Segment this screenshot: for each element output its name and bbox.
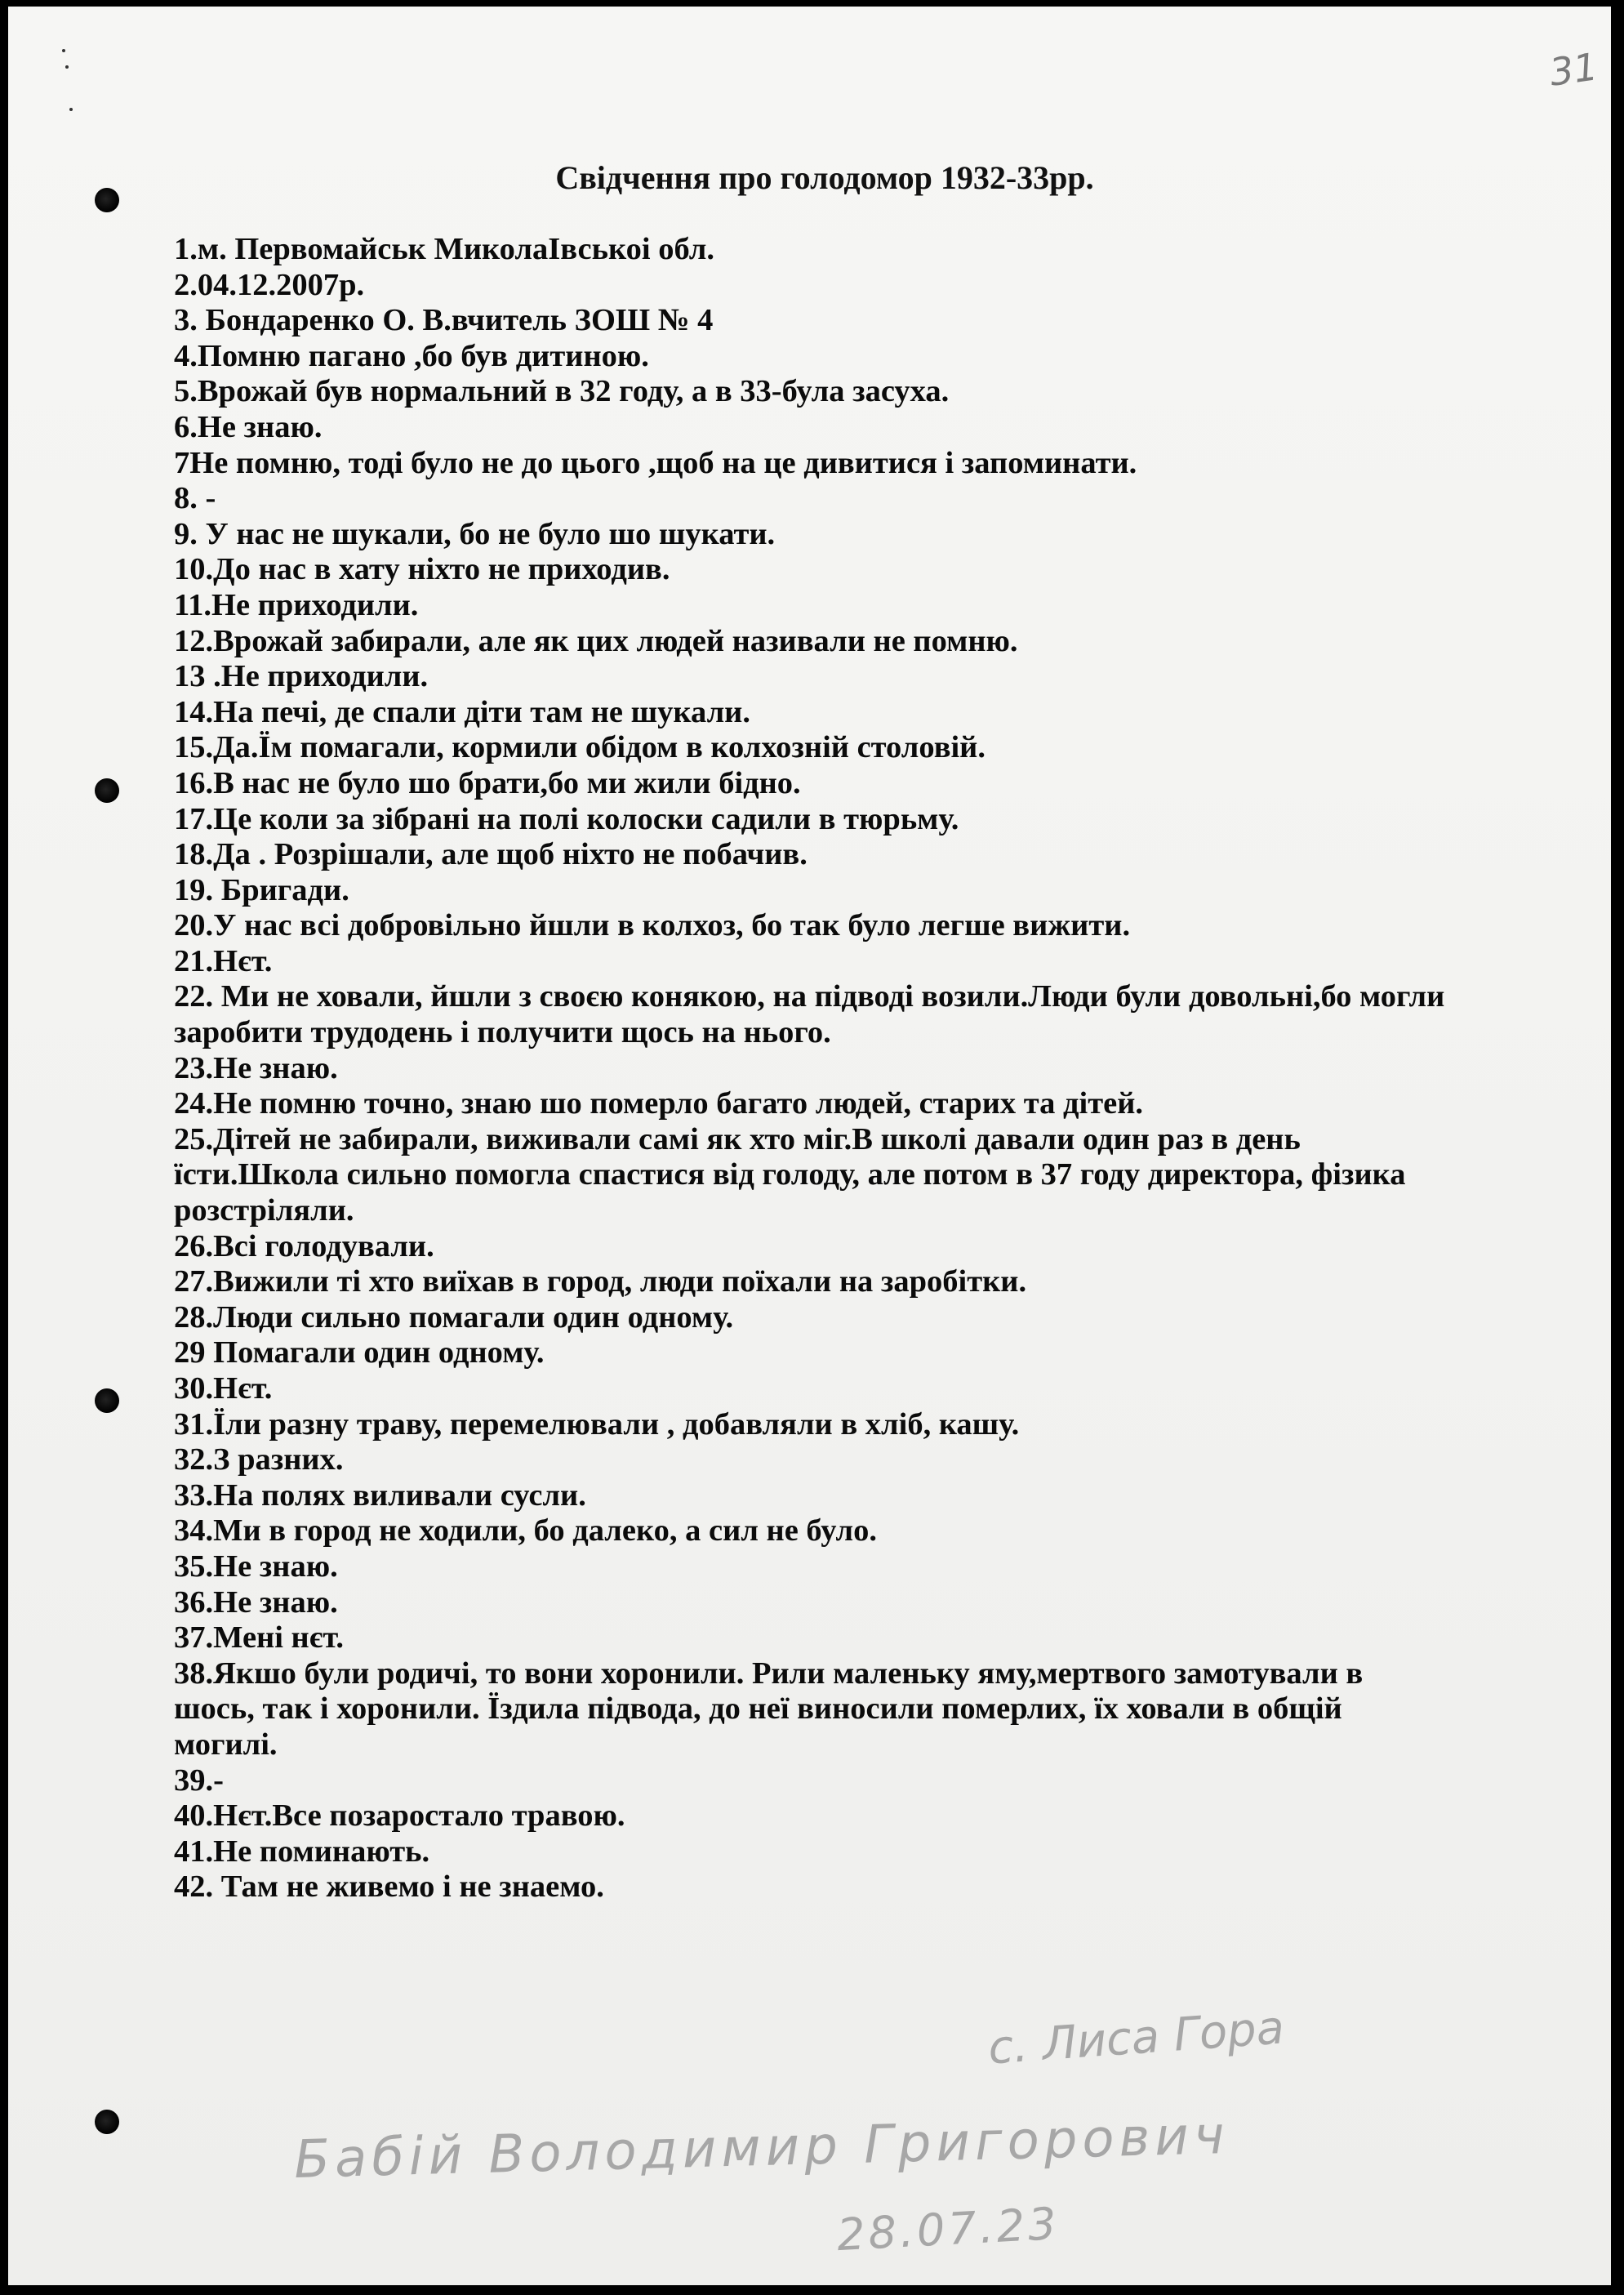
answer-item: 29 Помагали один одному.: [174, 1335, 545, 1370]
answer-item: 28.Люди сильно помагали один одному.: [174, 1299, 734, 1335]
answer-item: 3. Бондаренко О. В.вчитель ЗОШ № 4: [174, 303, 714, 338]
answer-item: 42. Там не живемо і не знаемо.: [174, 1869, 604, 1905]
answer-item: 5.Врожай був нормальний в 32 году, а в 33-була засуха.: [174, 374, 950, 409]
answer-item: 22. Ми не ховали, йшли з своєю конякою, на підводі возили.Люди були довольні,бо могли заробити трудодень і получити щось на нього.: [174, 979, 1445, 1050]
answer-item: 25.Дітей не забирали, виживали самі як хто міг.В школі давали один раз в день їсти.Школа сильно помогла спастися від голоду, але потом в 37 году директора, фізика розстріляли.: [174, 1121, 1406, 1228]
answer-item: 13 .Не приходили.: [174, 659, 429, 694]
paper-speck: [62, 49, 65, 52]
answer-item: 40.Нєт.Все позаростало травою.: [174, 1798, 625, 1834]
answers-list: [174, 232, 1448, 1905]
answer-item: 2.04.12.2007р.: [174, 267, 365, 302]
document-title: Свідчення про голодомор 1932-33рр.: [555, 159, 1094, 196]
answer-item: 30.Нєт.: [174, 1371, 273, 1406]
answer-item: 8. -: [174, 481, 216, 516]
answer-item: 18.Да . Розрішали, але щоб ніхто не побачив.: [174, 837, 808, 872]
answer-item: 1.м. Первомайськ МиколаIвськоi обл.: [174, 232, 714, 266]
answer-item: 7Не помню, тоді було не до цього ,щоб на це дивитися і запоминати.: [174, 445, 1137, 480]
answer-item: 11.Не приходили.: [174, 587, 419, 622]
answer-item: 21.Нєт.: [174, 943, 273, 978]
answer-item: 32.З разних.: [174, 1442, 344, 1477]
answer-item: 33.На полях виливали сусли.: [174, 1477, 586, 1513]
answer-item: 14.На печі, де спали діти там не шукали.: [174, 694, 750, 729]
answer-item: 12.Врожай забирали, але як цих людей називали не помню.: [174, 623, 1018, 658]
document-page: [8, 7, 1611, 2285]
handwritten-signature-name: Бабій Володимир Григорович: [293, 2106, 1230, 2190]
answer-item: 23.Не знаю.: [174, 1050, 338, 1085]
answer-item: 10.До нас в хату ніхто не приходив.: [174, 552, 670, 587]
page-number: 31: [1546, 44, 1601, 95]
answer-item: 20.У нас всі добровільно йшли в колхоз, бо так було легше вижити.: [174, 908, 1131, 943]
handwritten-date: 28.07.23: [835, 2197, 1061, 2262]
answer-item: 36.Не знаю.: [174, 1584, 338, 1620]
answer-item: 9. У нас не шукали, бо не було шо шукати.: [174, 516, 776, 551]
punch-hole: [95, 778, 119, 803]
answer-item: 19. Бригади.: [174, 872, 349, 907]
paper-speck: [65, 65, 69, 69]
answer-item: 15.Да.Їм помагали, кормили обідом в колхозній столовій.: [174, 730, 986, 765]
answer-item: 31.Їли разну траву, перемелювали , добавляли в хліб, кашу.: [174, 1406, 1020, 1442]
answer-item: 35.Не знаю.: [174, 1549, 338, 1584]
answer-item: 26.Всі голодували.: [174, 1228, 434, 1263]
answer-item: 41.Не поминають.: [174, 1834, 430, 1869]
answer-item: 6.Не знаю.: [174, 409, 323, 444]
answer-item: 34.Ми в город не ходили, бо далеко, а сил не було.: [174, 1513, 877, 1549]
answer-item: 38.Якшо були родичі, то вони хоронили. Рили маленьку яму,мертвого замотували в шось, так і хоронили. Їздила підвода, до неї виносили померлих, їх ховали в общій могилі.: [174, 1656, 1364, 1762]
punch-hole: [95, 1388, 119, 1413]
answer-item: 37.Мені нєт.: [174, 1620, 345, 1656]
answer-item: 27.Вижили ті хто виїхав в город, люди поїхали на заробітки.: [174, 1264, 1027, 1299]
punch-hole: [95, 2110, 119, 2134]
answer-item: 24.Не помню точно, знаю шо померло багато людей, старих та дітей.: [174, 1086, 1144, 1121]
answer-item: 16.В нас не було шо брати,бо ми жили бідно.: [174, 765, 801, 800]
answer-item: 17.Це коли за зібрані на полі колоски садили в тюрьму.: [174, 801, 959, 836]
paper-speck: [69, 108, 73, 111]
answer-item: 4.Помню пагано ,бо був дитиною.: [174, 338, 649, 373]
handwritten-place: с. Лиса Гора: [986, 2001, 1286, 2075]
answer-item: 39.-: [174, 1762, 224, 1798]
